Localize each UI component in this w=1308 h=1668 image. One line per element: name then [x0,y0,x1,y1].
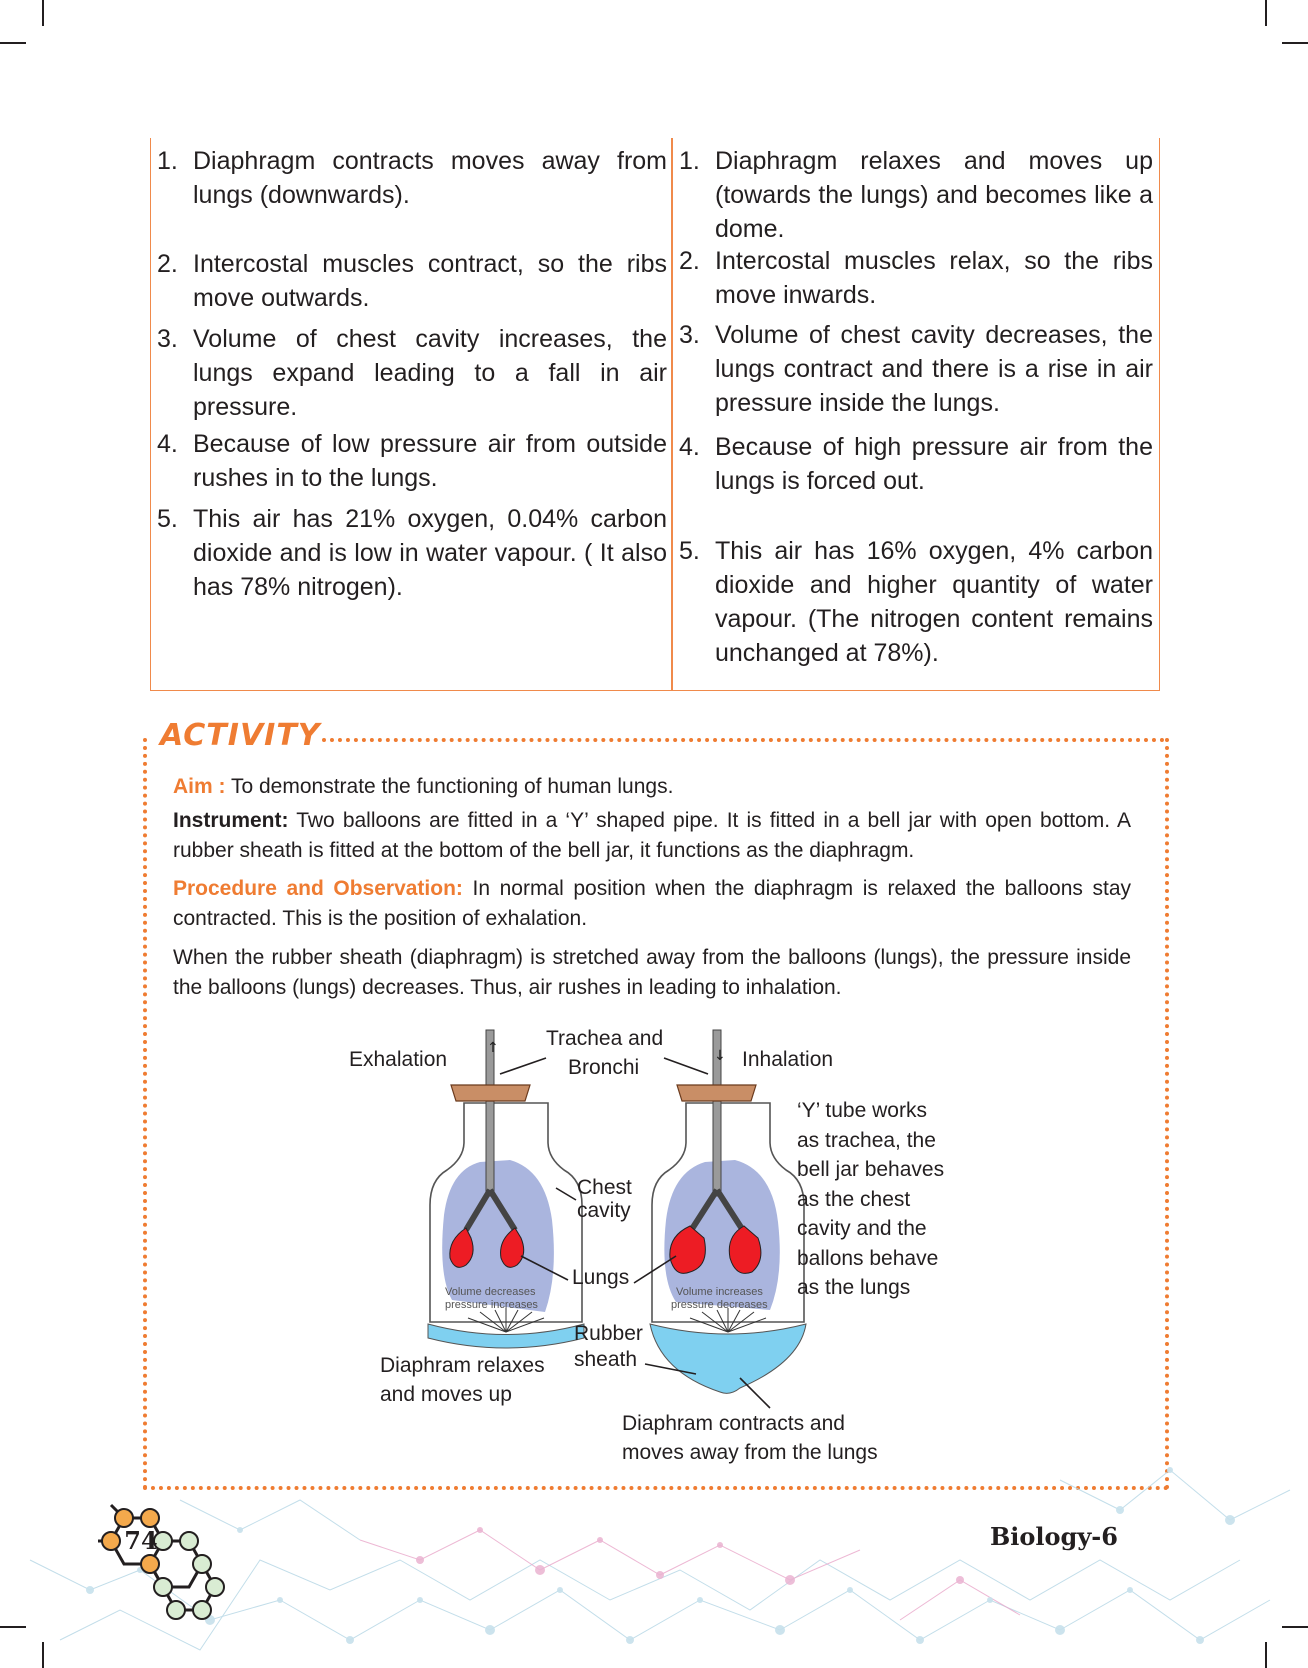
item-number: 2. [157,250,178,278]
note-line: as the chest [797,1187,911,1211]
note-line: cavity and the [797,1217,927,1240]
item-number: 1. [157,147,178,175]
item-text: Volume of chest cavity increases, the lungs expand leading to a fall in air pressure. [193,325,667,421]
note-line: as trachea, the [797,1128,936,1152]
contract-label-line2: moves away from the lungs [622,1441,878,1464]
chest-label-line2: cavity [577,1199,631,1222]
note-line: bell jar behaves [797,1158,945,1181]
activity-title: ACTIVITY [160,718,321,753]
contract-label-line1: Diaphram contracts and [622,1412,845,1435]
item-number: 2. [679,247,700,275]
aim-text: To demonstrate the functioning of human lungs. [230,775,674,798]
item-number: 3. [679,321,700,349]
aim-label: Aim : [173,775,226,798]
lungs-label: Lungs [572,1266,630,1289]
pressure-increases-label: pressure increases [445,1299,538,1311]
relax-label-line2: and moves up [380,1383,512,1406]
item-text: Because of low pressure air from outside rushes in to the lungs. [193,430,667,492]
item-text: This air has 21% oxygen, 0.04% carbon dioxide and is low in water vapour. ( It also has 78% nitrogen). [193,505,667,601]
inhalation-paragraph: When the rubber sheath (diaphragm) is stretched away from the balloons (lungs), the pressure inside the balloons (lungs) decreases. Thus, air rushes in leading to inhalation. [173,946,1131,999]
pressure-decreases-label: pressure decreases [671,1299,768,1311]
note-line: as the lungs [797,1276,911,1299]
relax-label-line1: Diaphram relaxes [380,1354,545,1377]
note-line: ballons behave [797,1246,939,1270]
chest-label-line1: Chest [577,1176,632,1199]
instrument-text: Two balloons are fitted in a ‘Y’ shaped pipe. It is fitted in a bell jar with open bottom. A rubber sheath is fitted at the bottom of the bell jar, it functions as the diaphragm. [173,809,1131,862]
volume-increases-label: Volume increases [676,1286,763,1298]
instrument-label: Instrument: [173,809,289,832]
item-text: Intercostal muscles relax, so the ribs move inwards. [715,247,1153,309]
exhalation-label: Exhalation [349,1048,448,1071]
item-number: 1. [679,147,700,175]
svg-text:↓: ↓ [714,1048,726,1064]
trachea-label-line2: Bronchi [568,1056,640,1079]
item-number: 5. [679,537,700,565]
svg-text:↑: ↑ [487,1040,499,1056]
volume-decreases-label: Volume decreases [445,1286,536,1298]
item-text: Because of high pressure air from the lungs is forced out. [715,433,1153,495]
item-text: This air has 16% oxygen, 4% carbon dioxide and higher quantity of water vapour. (The nitrogen content remains unchanged at 78%). [715,537,1153,667]
item-text: Volume of chest cavity decreases, the lungs contract and there is a rise in air pressure inside the lungs. [715,321,1153,417]
procedure-text: In normal position when the diaphragm is relaxed the balloons stay contracted. This is the position of exhalation. [173,877,1132,930]
inhalation-label: Inhalation [742,1048,834,1071]
trachea-label-line1: Trachea and [546,1027,664,1050]
item-number: 4. [157,430,178,458]
item-number: 5. [157,505,178,533]
item-number: 3. [157,325,178,353]
procedure-label: Procedure and Observation: [173,877,463,900]
page-number: 74 [124,1526,158,1555]
note-line: ‘Y’ tube works [797,1099,927,1122]
rubber-label-line1: Rubber [574,1322,643,1345]
item-text: Intercostal muscles contract, so the ribs move outwards. [193,250,667,312]
item-text: Diaphragm contracts moves away from lungs (downwards). [193,147,667,209]
item-number: 4. [679,433,700,461]
rubber-label-line2: sheath [574,1348,638,1371]
book-title: Biology-6 [990,1522,1118,1551]
item-text: Diaphragm relaxes and moves up (towards the lungs) and becomes like a dome. [715,147,1153,243]
